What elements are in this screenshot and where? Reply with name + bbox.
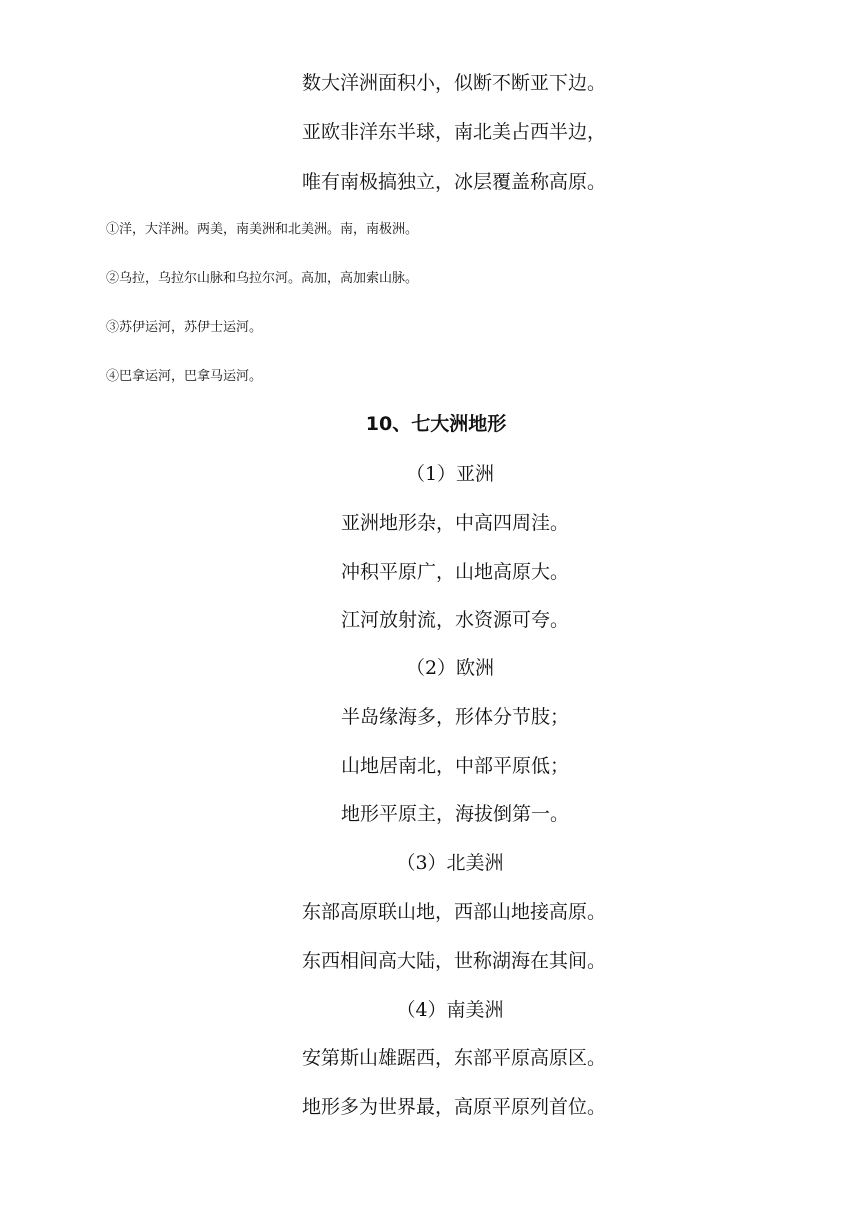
section-title: 10、七大洲地形 [365,413,507,435]
poem-line: 亚欧非洋东半球，南北美占西半边， [302,121,607,143]
poem-line: 唯有南极搞独立，冰层覆盖称高原。 [302,171,607,193]
subsection-heading-europe: （2）欧洲 [405,657,495,679]
subsection-heading-asia: （1）亚洲 [405,463,495,485]
poem-line: 冲积平原广，山地高原大。 [341,561,570,583]
subsection-heading-north-america: （3）北美洲 [396,852,504,874]
subsection-heading-south-america: （4）南美洲 [396,999,504,1021]
poem-line: 安第斯山雄踞西，东部平原高原区。 [302,1047,607,1069]
poem-line: 亚洲地形杂，中高四周洼。 [341,512,570,534]
poem-line: 地形多为世界最，高原平原列首位。 [302,1096,607,1118]
footnote: ④巴拿运河，巴拿马运河。 [106,369,263,384]
footnote: ③苏伊运河，苏伊士运河。 [106,320,263,335]
poem-line: 东部高原联山地，西部山地接高原。 [302,901,607,923]
footnote: ②乌拉，乌拉尔山脉和乌拉尔河。高加，高加索山脉。 [106,271,419,286]
footnote: ①洋，大洋洲。两美，南美洲和北美洲。南，南极洲。 [106,222,419,237]
poem-line: 半岛缘海多，形体分节肢； [341,706,570,728]
poem-line: 东西相间高大陆，世称湖海在其间。 [302,950,607,972]
poem-line: 山地居南北，中部平原低； [341,755,570,777]
poem-line: 数大洋洲面积小，似断不断亚下边。 [302,72,607,94]
poem-line: 地形平原主，海拔倒第一。 [341,803,570,825]
poem-line: 江河放射流，水资源可夸。 [341,609,570,631]
